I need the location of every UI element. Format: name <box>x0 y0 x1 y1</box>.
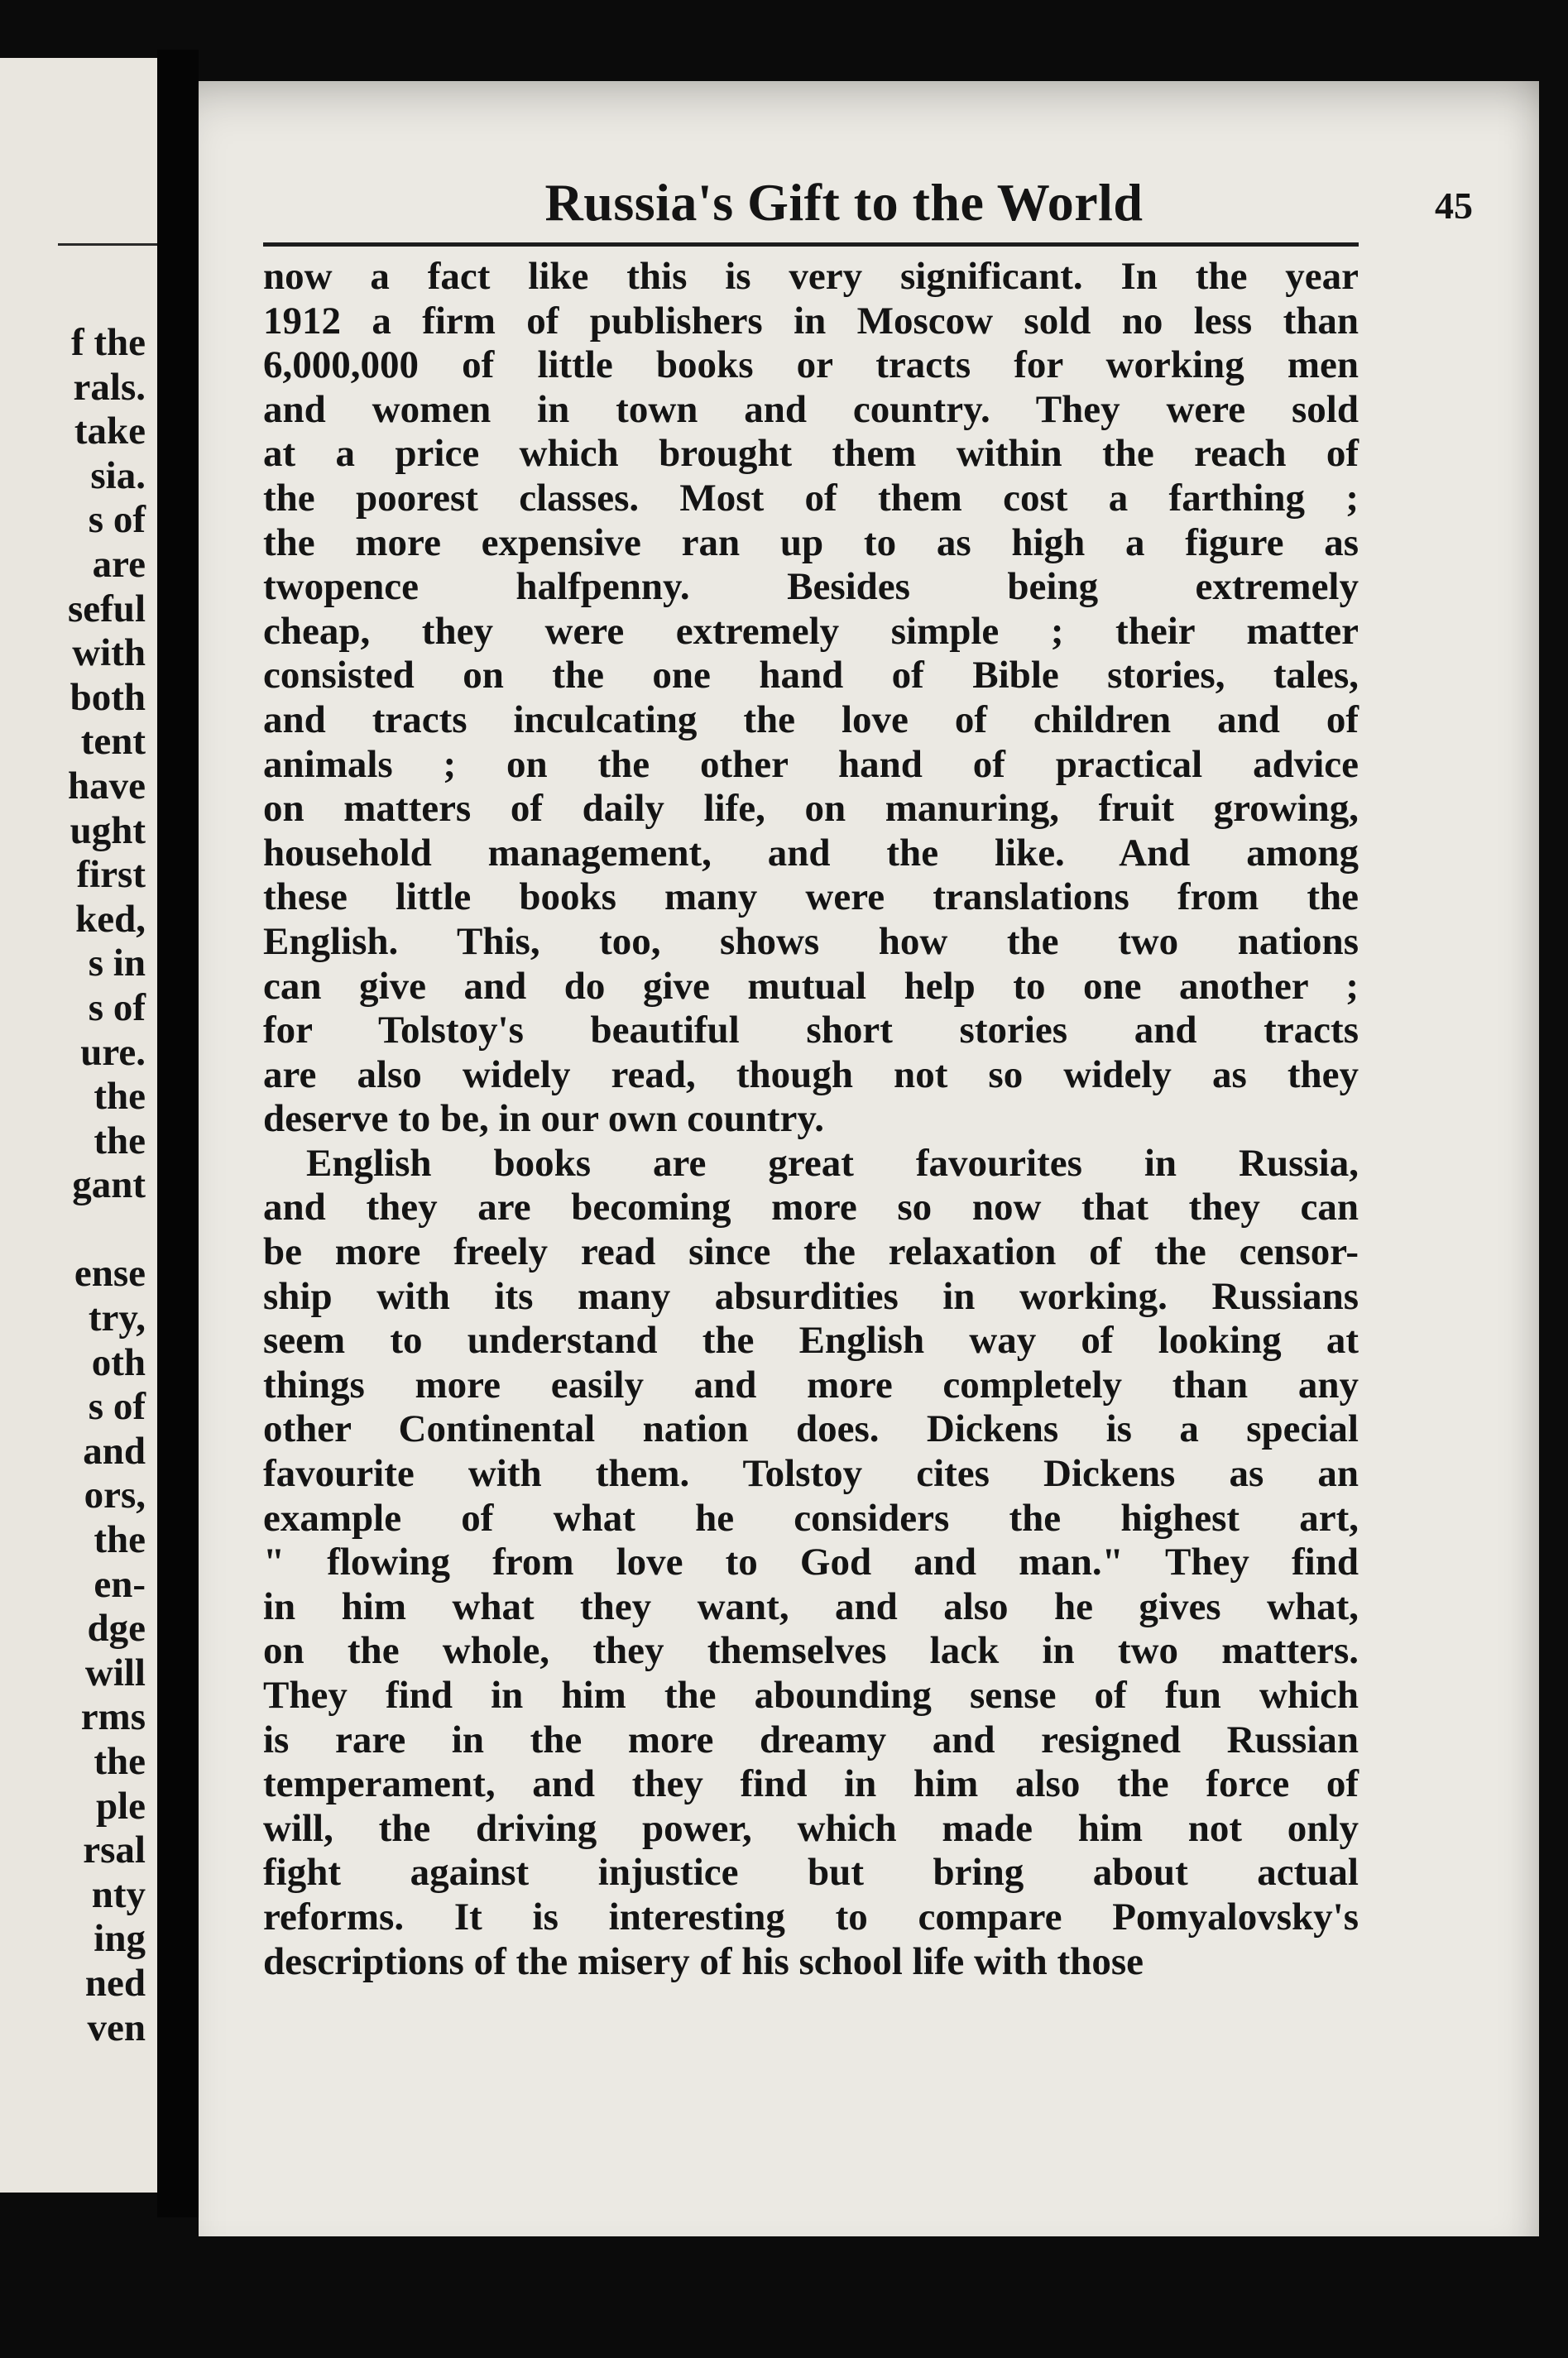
text-line: the poorest classes. Most of them cost a farthing ; <box>263 476 1359 520</box>
left-page-line: rms <box>80 1695 146 1739</box>
running-head <box>265 172 1473 232</box>
left-page-line: with <box>72 631 146 675</box>
text-line: 1912 a firm of publishers in Moscow sold no less than <box>263 299 1359 343</box>
left-page-line: gant <box>72 1163 146 1207</box>
left-page-line <box>0 1208 146 1253</box>
left-page-line: s of <box>88 985 146 1029</box>
left-page-line: f the <box>70 321 146 364</box>
text-line: descriptions of the misery of his school life with those <box>263 1939 1144 1983</box>
text-line: ship with its many absurdities in working. Russians <box>263 1274 1359 1318</box>
text-line: fight against injustice but bring about actual <box>263 1851 1359 1895</box>
text-line: other Continental nation does. Dickens is a special <box>263 1407 1359 1451</box>
text-line: can give and do give mutual help to one another ; <box>263 964 1359 1008</box>
left-page-line: try, <box>88 1296 146 1340</box>
left-page-line: the <box>94 1075 146 1119</box>
text-line: consisted on the one hand of Bible stories, tales, <box>263 654 1359 697</box>
text-line: and women in town and country. They were sold <box>263 387 1359 431</box>
left-page-line: sia. <box>90 453 146 497</box>
left-page-line: ven <box>87 2006 146 2049</box>
text-line: deserve to be, in our own country. <box>263 1097 825 1141</box>
left-page-line: rals. <box>73 365 146 409</box>
text-line: in him what they want, and also he gives what, <box>263 1584 1359 1628</box>
left-page-line: seful <box>68 587 146 630</box>
left-page-fragment <box>0 58 157 2193</box>
left-page-line: and <box>83 1429 146 1473</box>
text-line: the more expensive ran up to as high a figure as <box>263 520 1359 564</box>
left-page-line: nty <box>91 1872 146 1916</box>
book-page <box>199 81 1539 2236</box>
left-page-line: the <box>94 1740 146 1783</box>
left-page-text <box>0 321 146 2050</box>
left-page-line: rsal <box>83 1828 146 1872</box>
text-line: for Tolstoy's beautiful short stories and tracts <box>263 1009 1359 1052</box>
header-rule <box>263 242 1359 247</box>
left-page-line: ure. <box>80 1030 146 1074</box>
left-page-line: ned <box>84 1961 146 2005</box>
text-line: on matters of daily life, on manuring, fruit growing, <box>263 787 1359 831</box>
text-line: on the whole, they themselves lack in two matters. <box>263 1629 1359 1673</box>
page-number: 45 <box>1435 185 1473 227</box>
left-page-line: s of <box>88 498 146 542</box>
text-line: will, the driving power, which made him not only <box>263 1806 1359 1850</box>
page-title: Russia's Gift to the World <box>544 173 1144 232</box>
left-page-line: both <box>70 675 146 719</box>
text-line: things more easily and more completely than any <box>263 1363 1359 1407</box>
left-page-line: ense <box>74 1252 146 1296</box>
left-page-line: ked, <box>75 897 146 941</box>
left-page-line: tent <box>80 720 146 764</box>
text-line: example of what he considers the highest art, <box>263 1496 1359 1540</box>
left-page-line: ple <box>95 1784 146 1828</box>
text-line: English books are great favourites in Russia, <box>306 1141 1359 1185</box>
left-page-line: first <box>76 853 146 897</box>
left-page-line: have <box>68 764 146 808</box>
book-gutter <box>157 50 199 2217</box>
left-page-line: will <box>84 1651 146 1694</box>
text-line: They find in him the abounding sense of fun which <box>263 1674 1359 1717</box>
text-line: twopence halfpenny. Besides being extremely <box>263 565 1359 609</box>
text-line: is rare in the more dreamy and resigned Russian <box>263 1718 1359 1761</box>
left-page-line: the <box>94 1518 146 1562</box>
text-line: 6,000,000 of little books or tracts for working men <box>263 343 1359 387</box>
text-line: at a price which brought them within the reach of <box>263 432 1359 476</box>
text-line: temperament, and they find in him also the force of <box>263 1762 1359 1806</box>
text-line: and they are becoming more so now that they can <box>263 1186 1359 1229</box>
left-page-line: take <box>74 410 146 453</box>
text-line: cheap, they were extremely simple ; their matter <box>263 609 1359 653</box>
left-page-rule <box>58 243 157 246</box>
text-line: household management, and the like. And among <box>263 831 1359 875</box>
left-page-line: oth <box>91 1340 146 1384</box>
left-page-line: ught <box>70 808 146 852</box>
left-page-line: ors, <box>84 1474 146 1517</box>
text-line: animals ; on the other hand of practical advice <box>263 742 1359 786</box>
text-line: " flowing from love to God and man." They find <box>263 1541 1359 1584</box>
text-line: now a fact like this is very significant. In the year <box>263 255 1359 298</box>
body-text <box>263 255 1359 1984</box>
left-page-line: the <box>94 1119 146 1162</box>
left-page-line: en- <box>94 1562 146 1606</box>
left-page-line: dge <box>87 1607 146 1651</box>
text-line: these little books many were translations from the <box>263 875 1359 919</box>
text-line: be more freely read since the relaxation of the censor- <box>263 1230 1359 1274</box>
left-page-line: ing <box>94 1917 146 1961</box>
text-line: English. This, too, shows how the two nations <box>263 919 1359 963</box>
left-page-line: are <box>92 542 146 586</box>
left-page-line: s in <box>88 942 146 985</box>
text-line: seem to understand the English way of looking at <box>263 1319 1359 1363</box>
text-line: and tracts inculcating the love of children and of <box>263 697 1359 741</box>
text-line: reforms. It is interesting to compare Pomyalovsky's <box>263 1895 1359 1939</box>
left-page-line: s of <box>88 1385 146 1429</box>
text-line: are also widely read, though not so widely as they <box>263 1052 1359 1096</box>
text-line: favourite with them. Tolstoy cites Dickens as an <box>263 1452 1359 1496</box>
